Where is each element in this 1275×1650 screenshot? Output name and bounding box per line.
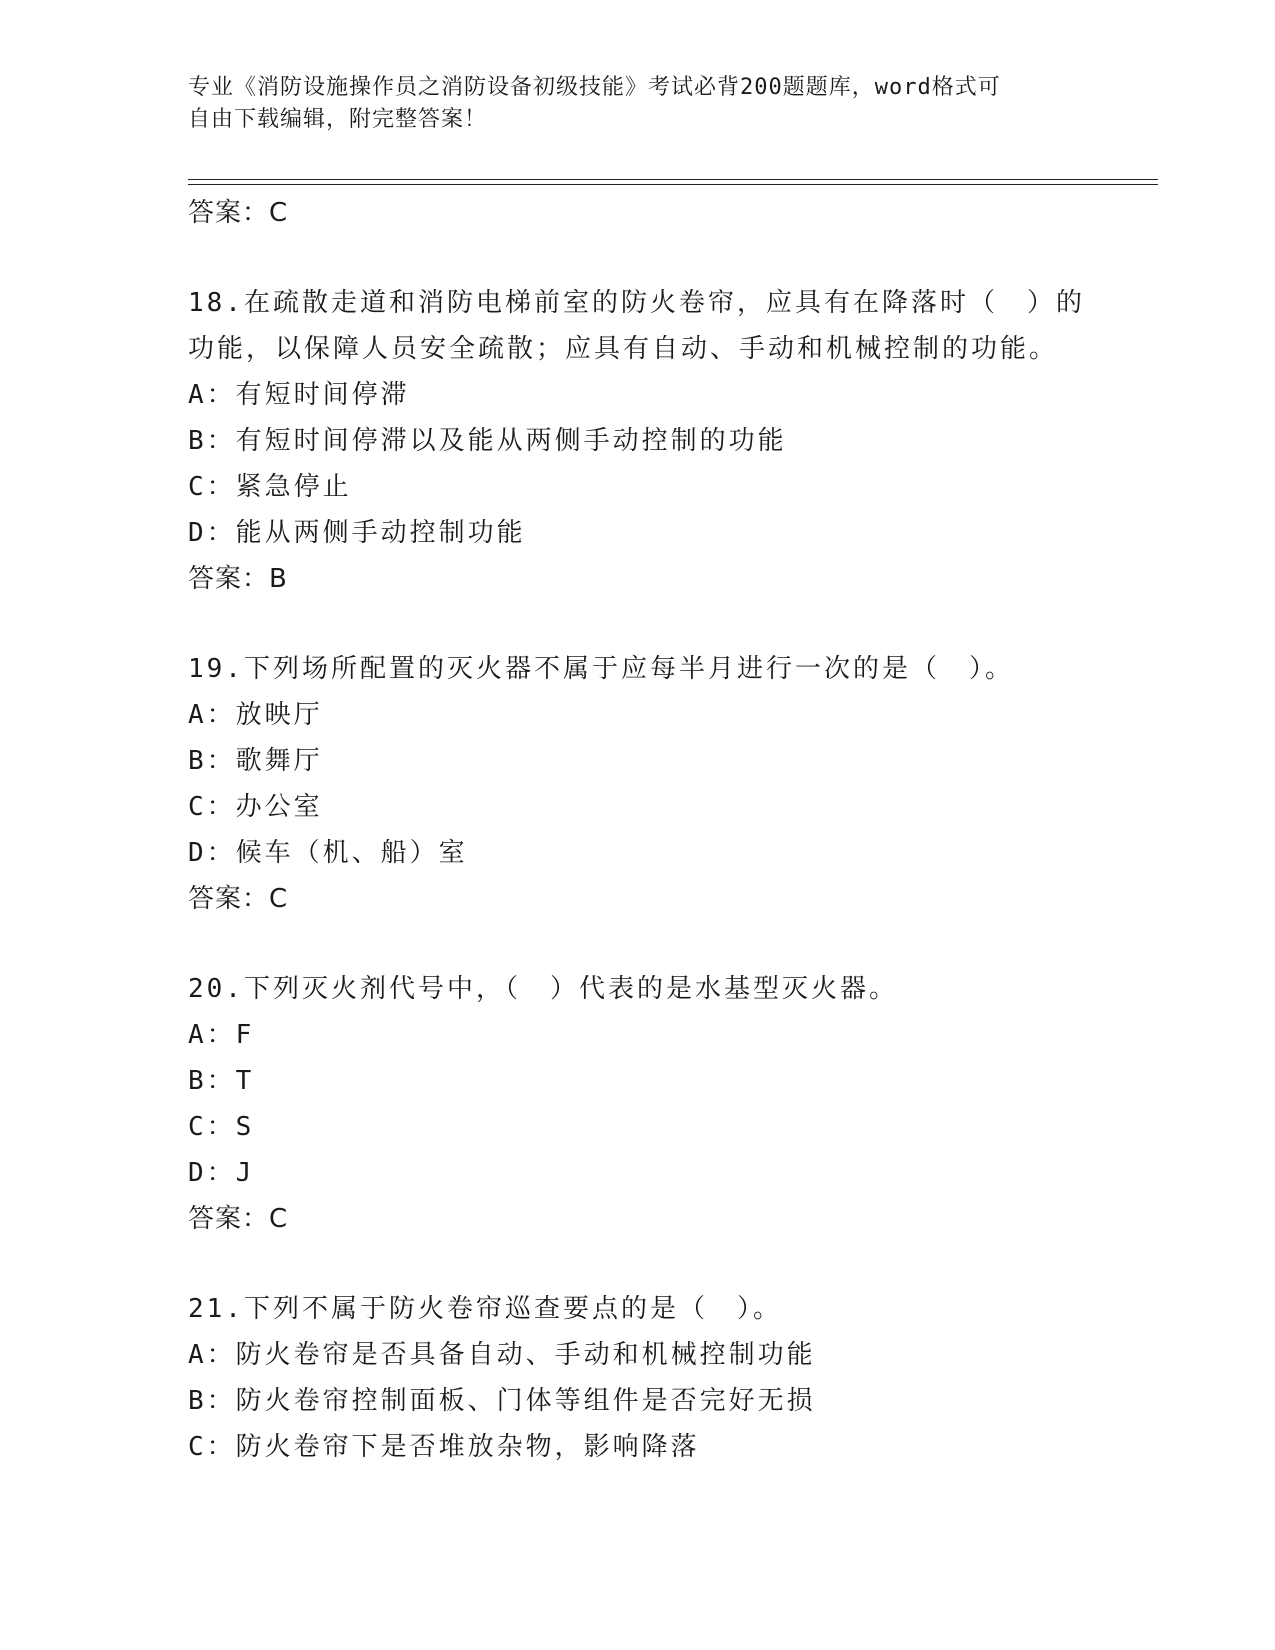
option-c: C：办公室 bbox=[188, 792, 323, 822]
answer-line: 答案：C bbox=[188, 884, 289, 914]
option-a: A：有短时间停滞 bbox=[188, 380, 410, 410]
question-21 bbox=[188, 1286, 1088, 1470]
question-18 bbox=[188, 280, 1088, 602]
option-d: D：能从两侧手动控制功能 bbox=[188, 518, 526, 548]
header-rule-bottom bbox=[188, 184, 1158, 185]
question-stem: 19.下列场所配置的灭火器不属于应每半月进行一次的是（ ）。 bbox=[188, 654, 1014, 684]
question-stem: 21.下列不属于防火卷帘巡查要点的是（ ）。 bbox=[188, 1294, 782, 1324]
document-header bbox=[188, 72, 1068, 136]
option-d: D：候车（机、船）室 bbox=[188, 838, 468, 868]
answer-line: 答案：C bbox=[188, 1204, 289, 1234]
option-a: A：F bbox=[188, 1020, 255, 1050]
question-list bbox=[188, 190, 1088, 1470]
option-c: C：紧急停止 bbox=[188, 472, 352, 502]
option-b: B：歌舞厅 bbox=[188, 746, 323, 776]
option-a: A：防火卷帘是否具备自动、手动和机械控制功能 bbox=[188, 1340, 816, 1370]
option-d: D：J bbox=[188, 1158, 255, 1188]
answer-line: 答案：C bbox=[188, 198, 289, 228]
option-c: C：S bbox=[188, 1112, 255, 1142]
answer-line: 答案：B bbox=[188, 564, 288, 594]
question-stem: 18.在疏散走道和消防电梯前室的防火卷帘，应具有在降落时（ ）的 bbox=[188, 288, 1085, 318]
option-c: C：防火卷帘下是否堆放杂物，影响降落 bbox=[188, 1432, 700, 1462]
option-a: A：放映厅 bbox=[188, 700, 323, 730]
header-line-1: 专业《消防设施操作员之消防设备初级技能》考试必背200题题库，word格式可 bbox=[188, 75, 1001, 100]
option-b: B：有短时间停滞以及能从两侧手动控制的功能 bbox=[188, 426, 787, 456]
option-b: B：T bbox=[188, 1066, 255, 1096]
header-line-2: 自由下载编辑，附完整答案！ bbox=[188, 107, 488, 132]
header-rule-top bbox=[188, 179, 1158, 180]
question-19 bbox=[188, 646, 1088, 922]
option-b: B：防火卷帘控制面板、门体等组件是否完好无损 bbox=[188, 1386, 816, 1416]
question-stem-continued: 功能，以保障人员安全疏散；应具有自动、手动和机械控制的功能。 bbox=[188, 334, 1059, 364]
question-stem: 20.下列灭火剂代号中，（ ）代表的是水基型灭火器。 bbox=[188, 974, 898, 1004]
question-20 bbox=[188, 966, 1088, 1242]
